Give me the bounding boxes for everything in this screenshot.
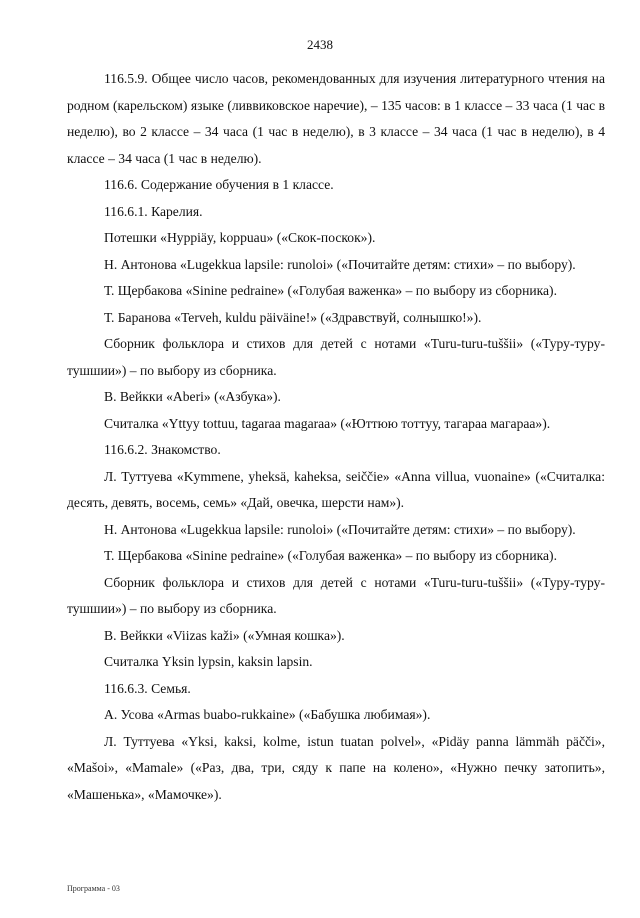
page-number: 2438: [307, 37, 333, 52]
section-heading: 116.6.1. Карелия.: [104, 203, 203, 219]
reading-list-item: Считалка Yksin lypsin, kaksin lapsin.: [104, 654, 313, 669]
reading-list-item: В. Вейкки «Aberi» («Азбука»).: [104, 389, 281, 404]
section-heading: 116.6. Содержание обучения в 1 классе.: [104, 177, 334, 192]
paragraph: 116.5.9. Общее число часов, рекомендованных для изучения литературного чтения на родном (карельском) языке (ливвиковское наречие), – 135 часов: в 1 классе – 33 часа (1 час в неделю), во 2 классе – 34 часа (1 час в неделю), в 3 классе – 34 часа (1 час в неделю), в 4 классе – 34 часа (1 час в неделю).: [67, 71, 605, 166]
reading-list-item: В. Вейкки «Viizas kaži» («Умная кошка»).: [104, 627, 345, 643]
reading-list-item: Потешки «Hyppiäy, koppuau» («Скок-поскок»).: [104, 230, 376, 245]
reading-list-item: Л. Туттуева «Kymmene, yheksä, kaheksa, seiččie» «Anna villua, vuonaine» («Считалка: десять, девять, восемь, семь» «Дай, овечка, шерсти нам»).: [67, 468, 605, 510]
section-heading: 116.6.2. Знакомство.: [104, 442, 221, 457]
reading-list-item: А. Усова «Armas buabo-rukkaine» («Бабушка любимая»).: [104, 707, 431, 722]
reading-list-item: Считалка «Yttyy tottuu, tagaraa magaraa» («Юттюю тоттуу, тагараа магараа»).: [104, 415, 551, 431]
reading-list-item: Т. Щербакова «Sinine pedraine» («Голубая важенка» – по выбору из сборника).: [104, 283, 557, 298]
reading-list-item: Т. Щербакова «Sinine pedraine» («Голубая важенка» – по выбору из сборника).: [104, 548, 557, 563]
page-footer: Программа - 03: [67, 884, 120, 893]
reading-list-item: Сборник фольклора и стихов для детей с нотами «Turu-turu-tuššii» («Туру-туру-тушшии») – по выбору из сборника.: [67, 336, 605, 378]
reading-list-item: Т. Баранова «Terveh, kuldu päiväine!» («Здравствуй, солнышко!»).: [104, 309, 482, 325]
reading-list-item: Л. Туттуева «Yksi, kaksi, kolme, istun tuatan polvel», «Pidäy panna lämmäh päčči», «Mašoi», «Mamale» («Раз, два, три, сяду к папе на колено», «Нужно печку затопить», «Машенька», «Мамочке»).: [67, 733, 605, 802]
reading-list-item: Н. Антонова «Lugekkua lapsile: runoloi» («Почитайте детям: стихи» – по выбору).: [104, 256, 576, 272]
document-body: [67, 66, 605, 808]
reading-list-item: Н. Антонова «Lugekkua lapsile: runoloi» («Почитайте детям: стихи» – по выбору).: [104, 521, 576, 537]
reading-list-item: Сборник фольклора и стихов для детей с нотами «Turu-turu-tuššii» («Туру-туру-тушшии») – по выбору из сборника.: [67, 574, 605, 616]
section-heading: 116.6.3. Семья.: [104, 680, 191, 696]
